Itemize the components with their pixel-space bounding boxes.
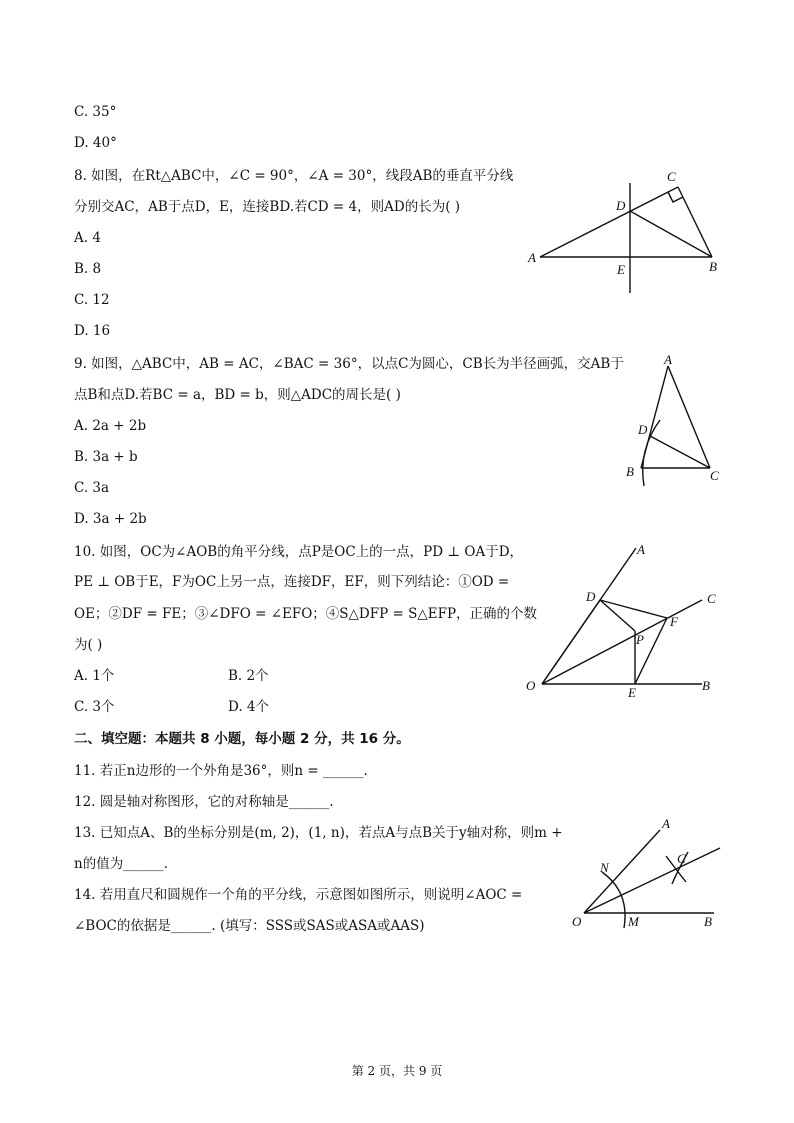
q14-figure: [568, 810, 728, 935]
q14-ray-oc: [584, 848, 720, 913]
q8-option-a: A. 4: [74, 230, 101, 246]
q10-ray-oc: [542, 600, 702, 684]
q8-stem-line2: 分别交AC，AB于点D，E，连接BD.若CD = 4，则AD的长为( ): [74, 199, 461, 215]
q10-stem-line3: OE；②DF = FE；③∠DFO = ∠EFO；④S△DFP = S△EFP，正确的个数: [74, 606, 538, 622]
q8-figure: [520, 165, 730, 300]
q10-option-a: A. 1个: [74, 668, 115, 684]
q9-label-a: A: [664, 352, 672, 367]
q9-figure: [620, 352, 730, 492]
q9-stem-line2: 点B和点D.若BC = a，BD = b，则△ADC的周长是( ): [74, 387, 401, 403]
q11-stem: 11. 若正n边形的一个外角是36°，则n = ______.: [74, 763, 368, 779]
q14-ray-oa: [584, 830, 660, 913]
q7-option-d: D. 40°: [74, 135, 117, 151]
q13-stem-line1: 13. 已知点A、B的坐标分别是(m, 2)，(1, n)，若点A与点B关于y轴对称，则m +: [74, 825, 563, 841]
q10-segment-od: [542, 600, 600, 684]
q9-label-c: C: [710, 468, 719, 483]
q8-option-b: B. 8: [74, 261, 102, 277]
q8-option-d: D. 16: [74, 323, 111, 339]
q10-label-f: F: [670, 614, 678, 629]
q9-stem-line1: 9. 如图，△ABC中，AB = AC，∠BAC = 36°，以点C为圆心，CB长为半径画弧，交AB于: [74, 356, 624, 372]
q7-option-c: C. 35°: [74, 104, 117, 120]
q10-label-p: P: [636, 632, 644, 647]
q9-option-c: C. 3a: [74, 480, 110, 496]
q8-label-d: D: [616, 198, 626, 213]
q10-figure: [520, 540, 720, 700]
section-heading: 二、填空题：本题共 8 小题，每小题 2 分，共 16 分。: [74, 731, 410, 747]
q8-label-b: B: [709, 259, 717, 274]
q10-label-e: E: [628, 685, 636, 700]
q9-label-d: D: [638, 422, 648, 437]
q10-segment-ef: [635, 618, 667, 684]
q10-stem-line2: PE ⊥ OB于E，F为OC上另一点，连接DF，EF，则下列结论：①OD =: [74, 574, 510, 590]
q13-stem-line2: n的值为______.: [74, 856, 168, 872]
q10-option-b: B. 2个: [228, 668, 269, 684]
q9-option-d: D. 3a + 2b: [74, 511, 147, 527]
q8-label-c: C: [667, 169, 676, 184]
q14-label-n: N: [600, 860, 609, 875]
q14-stem-line1: 14. 若用直尺和圆规作一个角的平分线，示意图如图所示，则说明∠AOC =: [74, 887, 523, 903]
q10-label-d: D: [586, 589, 596, 604]
q9-option-a: A. 2a + 2b: [74, 418, 147, 434]
q9-segment-cd: [650, 436, 710, 468]
q8-side-ac: [540, 187, 678, 257]
q10-label-c: C: [707, 591, 716, 606]
q9-side-ac: [668, 366, 710, 468]
q8-segment-bd: [630, 211, 712, 257]
q8-label-e: E: [617, 262, 625, 277]
q14-stem-line2: ∠BOC的依据是______. (填写：SSS或SAS或ASA或AAS): [74, 918, 425, 934]
q8-stem-line1: 8. 如图，在Rt△ABC中，∠C = 90°，∠A = 30°，线段AB的垂直平分线: [74, 168, 514, 184]
q9-label-b: B: [626, 464, 634, 479]
q14-label-a: A: [662, 816, 670, 831]
q10-label-o: O: [526, 678, 536, 693]
q10-option-d: D. 4个: [228, 699, 270, 715]
q12-stem: 12. 圆是轴对称图形，它的对称轴是______.: [74, 794, 334, 810]
q10-stem-line4: 为( ): [74, 637, 103, 653]
q14-label-m: M: [628, 914, 639, 929]
q10-label-a: A: [637, 542, 645, 557]
q10-label-b: B: [702, 678, 710, 693]
q14-label-c: C: [677, 851, 686, 866]
q10-stem-line1: 10. 如图，OC为∠AOB的角平分线，点P是OC上的一点，PD ⊥ OA于D，: [74, 544, 524, 560]
q10-option-c: C. 3个: [74, 699, 115, 715]
q8-label-a: A: [528, 250, 536, 265]
q8-option-c: C. 12: [74, 292, 110, 308]
page-footer: 第 2 页，共 9 页: [351, 1064, 443, 1078]
q9-option-b: B. 3a + b: [74, 449, 138, 465]
q14-label-o: O: [572, 914, 582, 929]
q14-label-b: B: [704, 914, 712, 929]
